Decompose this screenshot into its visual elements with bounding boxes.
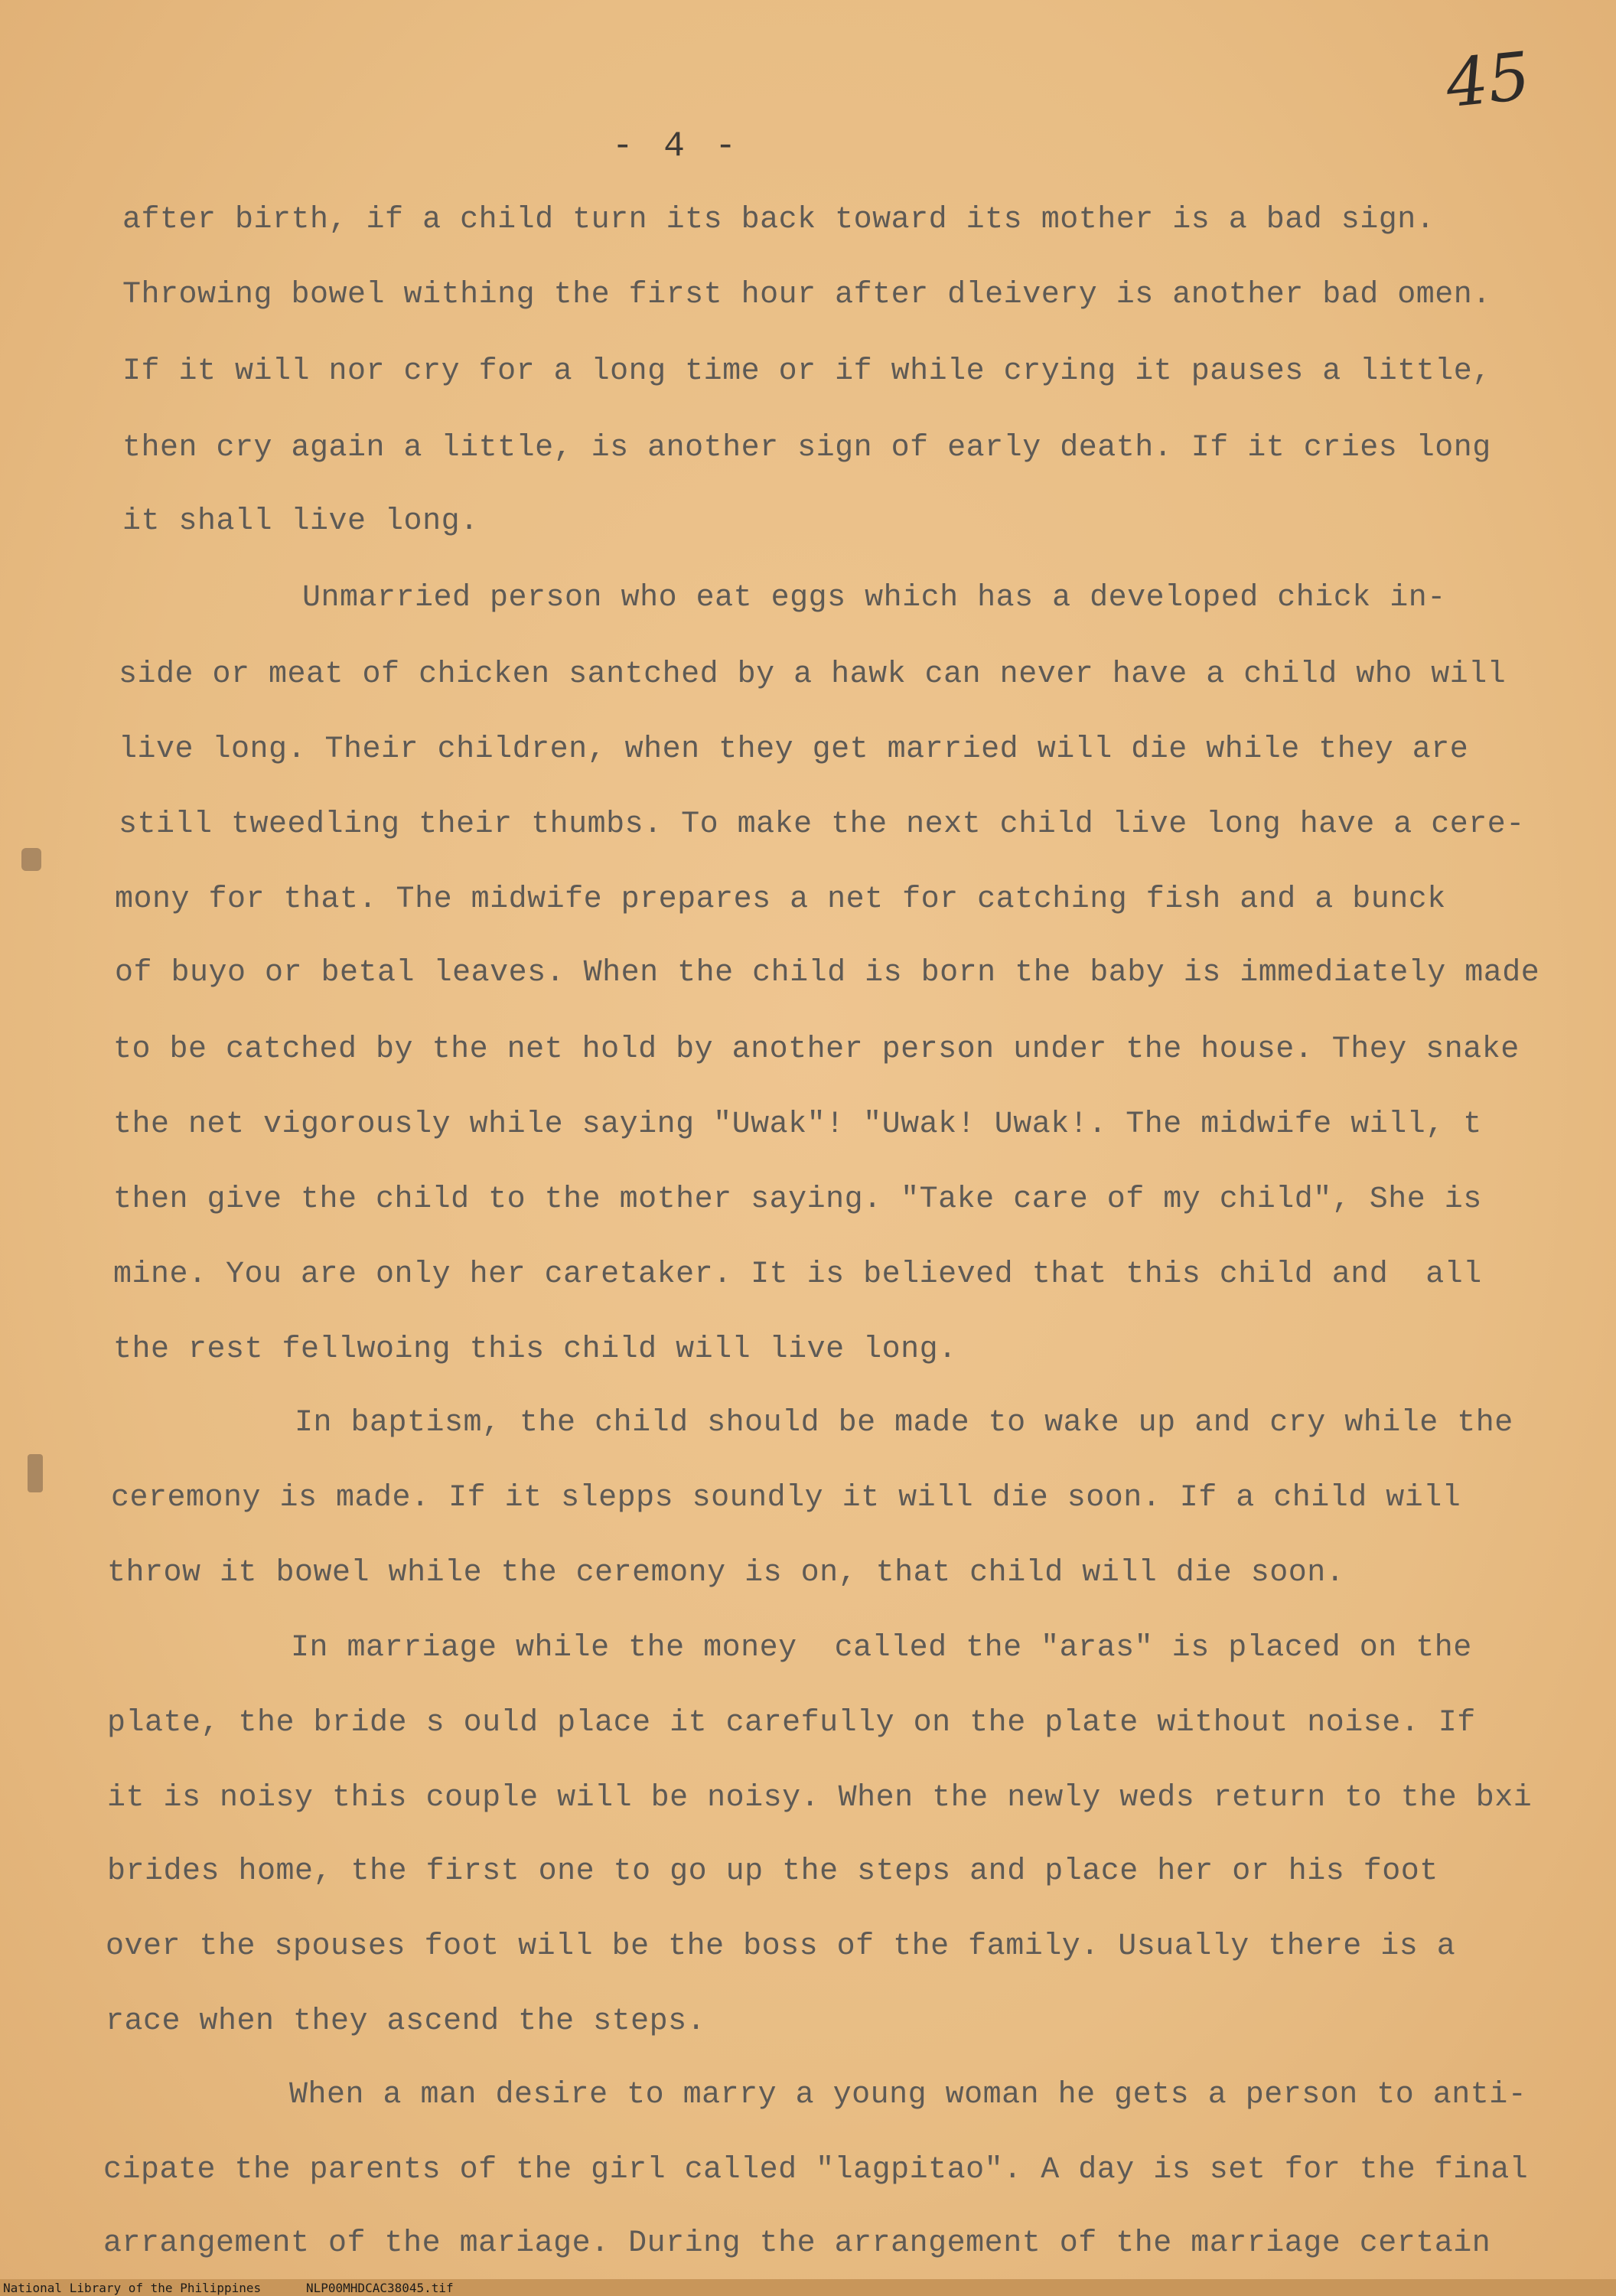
text-line: then give the child to the mother saying. "Take care of my child", She is [113,1182,1482,1217]
text-line: throw it bowel while the ceremony is on, that child will die soon. [107,1556,1345,1590]
text-line: In marriage while the money called the "aras" is placed on the [291,1631,1472,1665]
footer-file-label: NLP00MHDCAC38045.tif [306,2281,454,2295]
scan-footer [0,2279,1616,2296]
text-line: after birth, if a child turn its back toward its mother is a bad sign. [122,203,1435,237]
text-line: mine. You are only her caretaker. It is believed that this child and all [113,1257,1482,1292]
text-line: then cry again a little, is another sign of early death. If it cries long [122,431,1491,465]
text-line: ceremony is made. If it slepps soundly it will die soon. If a child will [111,1481,1461,1515]
text-line: it shall live long. [122,504,479,539]
folio-number: 45 [1442,38,1534,123]
left-edge-mark [21,848,41,871]
text-line: over the spouses foot will be the boss of the family. Usually there is a [106,1929,1456,1964]
text-line: it is noisy this couple will be noisy. When the newly weds return to the bxi [107,1781,1533,1815]
text-line: Unmarried person who eat eggs which has a developed chick in- [302,581,1446,615]
text-line: side or meat of chicken santched by a hawk can never have a child who will [119,657,1507,692]
text-line: brides home, the first one to go up the steps and place her or his foot [107,1854,1438,1889]
text-line: When a man desire to marry a young woman he gets a person to anti- [289,2078,1527,2112]
text-line: race when they ascend the steps. [106,2004,706,2039]
text-line: If it will nor cry for a long time or if while crying it pauses a little, [122,354,1491,389]
text-line: arrangement of the mariage. During the arrangement of the marriage certain [103,2226,1491,2261]
text-line: to be catched by the net hold by another person under the house. They snake [113,1032,1520,1067]
text-line: In baptism, the child should be made to wake up and cry while the [295,1406,1513,1440]
text-line: Throwing bowel withing the first hour after dleivery is another bad omen. [122,278,1491,312]
text-line: live long. Their children, when they get married will die while they are [119,732,1469,767]
text-line: of buyo or betal leaves. When the child is born the baby is immediately made [115,956,1540,990]
text-line: the net vigorously while saying "Uwak"! "Uwak! Uwak!. The midwife will, t [113,1107,1482,1142]
text-line: cipate the parents of the girl called "lagpitao". A day is set for the final [103,2153,1529,2187]
left-edge-stain [28,1454,43,1492]
text-line: still tweedling their thumbs. To make the next child live long have a cere- [119,807,1525,842]
footer-library-label: National Library of the Philippines [3,2281,262,2295]
text-line: mony for that. The midwife prepares a net for catching fish and a bunck [115,882,1446,917]
text-line: plate, the bride s ould place it carefully on the plate without noise. If [107,1706,1476,1740]
text-line: the rest fellwoing this child will live long. [113,1332,957,1367]
page-number: - 4 - [612,126,741,166]
